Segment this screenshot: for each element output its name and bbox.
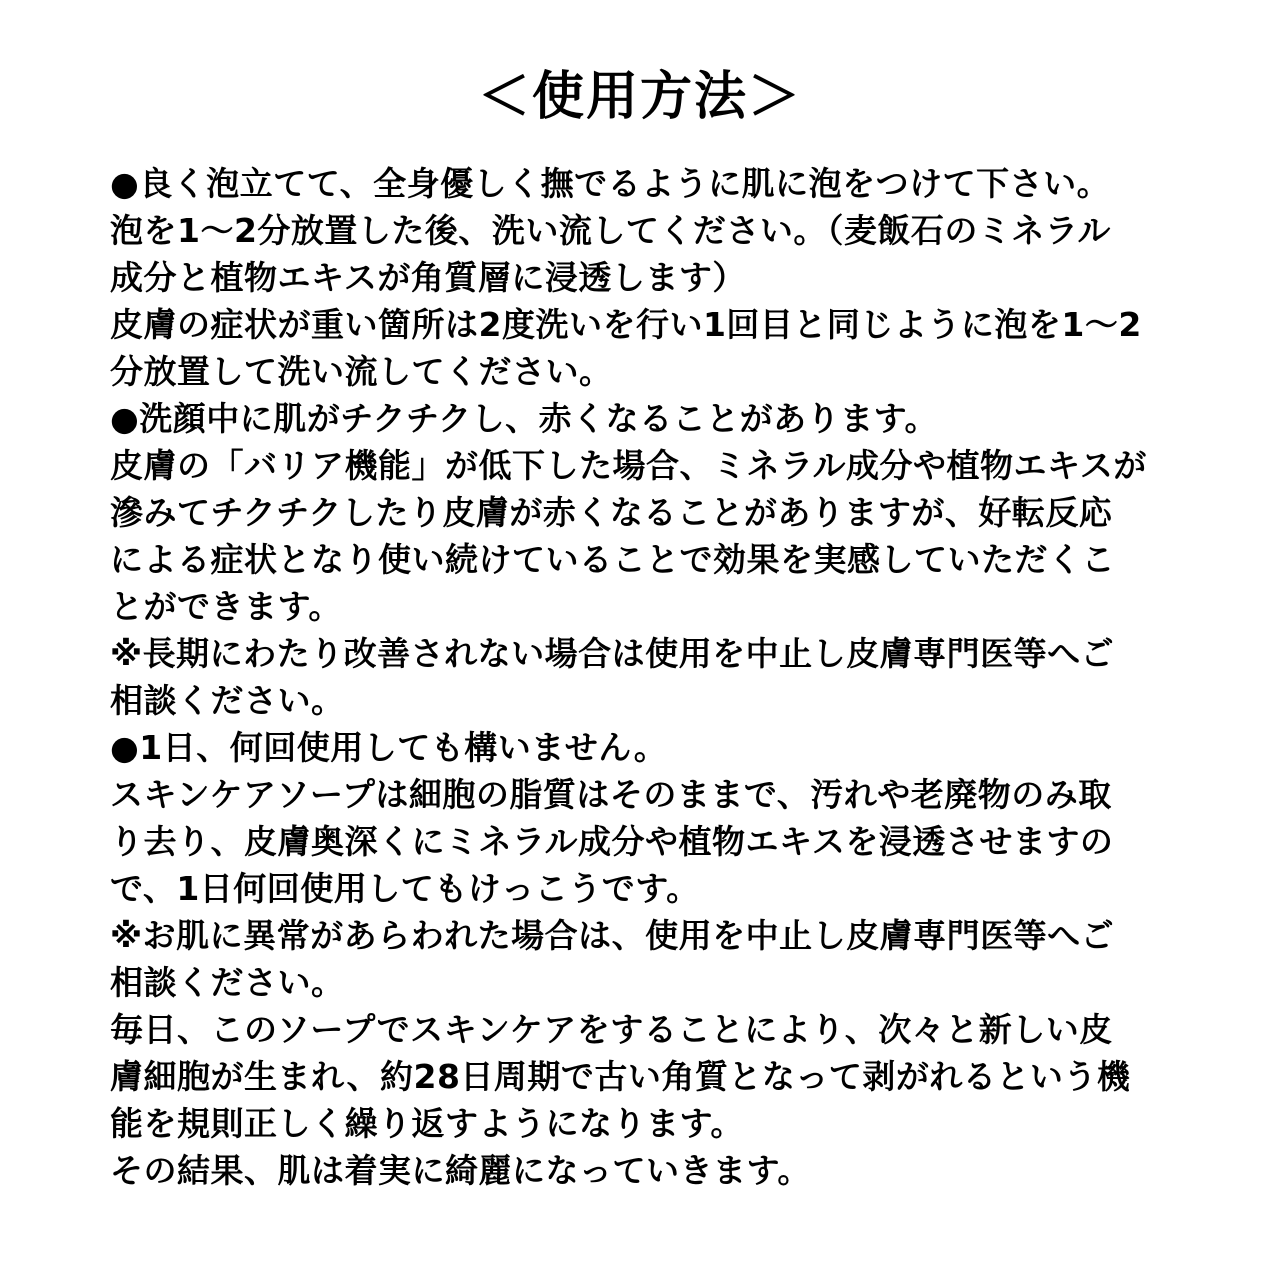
text-line: 毎日、このソープでスキンケアをすることにより、次々と新しい皮	[110, 1010, 1113, 1049]
text-line: 泡を1～2分放置した後、洗い流してください。（麦飯石のミネラル	[110, 211, 1111, 250]
text-line: 滲みてチクチクしたり皮膚が赤くなることがありますが、好転反応	[110, 493, 1113, 532]
text-line: とができます。	[110, 587, 342, 626]
text-line: ※お肌に異常があらわれた場合は、使用を中止し皮膚専門医等へご	[110, 916, 1115, 955]
text-line: 能を規則正しく繰り返すようになります。	[110, 1104, 744, 1143]
text-line: 膚細胞が生まれ、約28日周期で古い角質となって剥がれるという機	[110, 1057, 1131, 1096]
text-line: ●1日、何回使用しても構いません。	[110, 728, 668, 767]
text-line: スキンケアソープは細胞の脂質はそのままで、汚れや老廃物のみ取	[110, 775, 1112, 814]
text-line: その結果、肌は着実に綺麗になっていきます。	[110, 1151, 811, 1190]
text-line: で、1日何回使用してもけっこうです。	[110, 869, 700, 908]
text-line: による症状となり使い続けていることで効果を実感していただくこ	[110, 540, 1115, 579]
text-line: ※長期にわたり改善されない場合は使用を中止し皮膚専門医等へご	[110, 634, 1115, 673]
text-line: ●良く泡立てて、全身優しく撫でるように肌に泡をつけて下さい。	[110, 164, 1111, 203]
text-line: 相談ください。	[110, 963, 345, 1002]
text-line: 分放置して洗い流してください。	[110, 352, 613, 391]
text-line: 皮膚の「バリア機能」が低下した場合、ミネラル成分や植物エキスが	[110, 446, 1147, 485]
text-line: 成分と植物エキスが角質層に浸透します）	[110, 258, 746, 297]
text-line: 皮膚の症状が重い箇所は2度洗いを行い1回目と同じように泡を1～2	[110, 305, 1142, 344]
page-title: ＜使用方法＞	[477, 67, 802, 127]
text-line: り去り、皮膚奥深くにミネラル成分や植物エキスを浸透させますの	[110, 822, 1114, 861]
text-line: 相談ください。	[110, 681, 345, 720]
instructions-body	[110, 160, 1180, 1194]
text-line: ●洗顔中に肌がチクチクし、赤くなることがあります。	[110, 399, 939, 438]
